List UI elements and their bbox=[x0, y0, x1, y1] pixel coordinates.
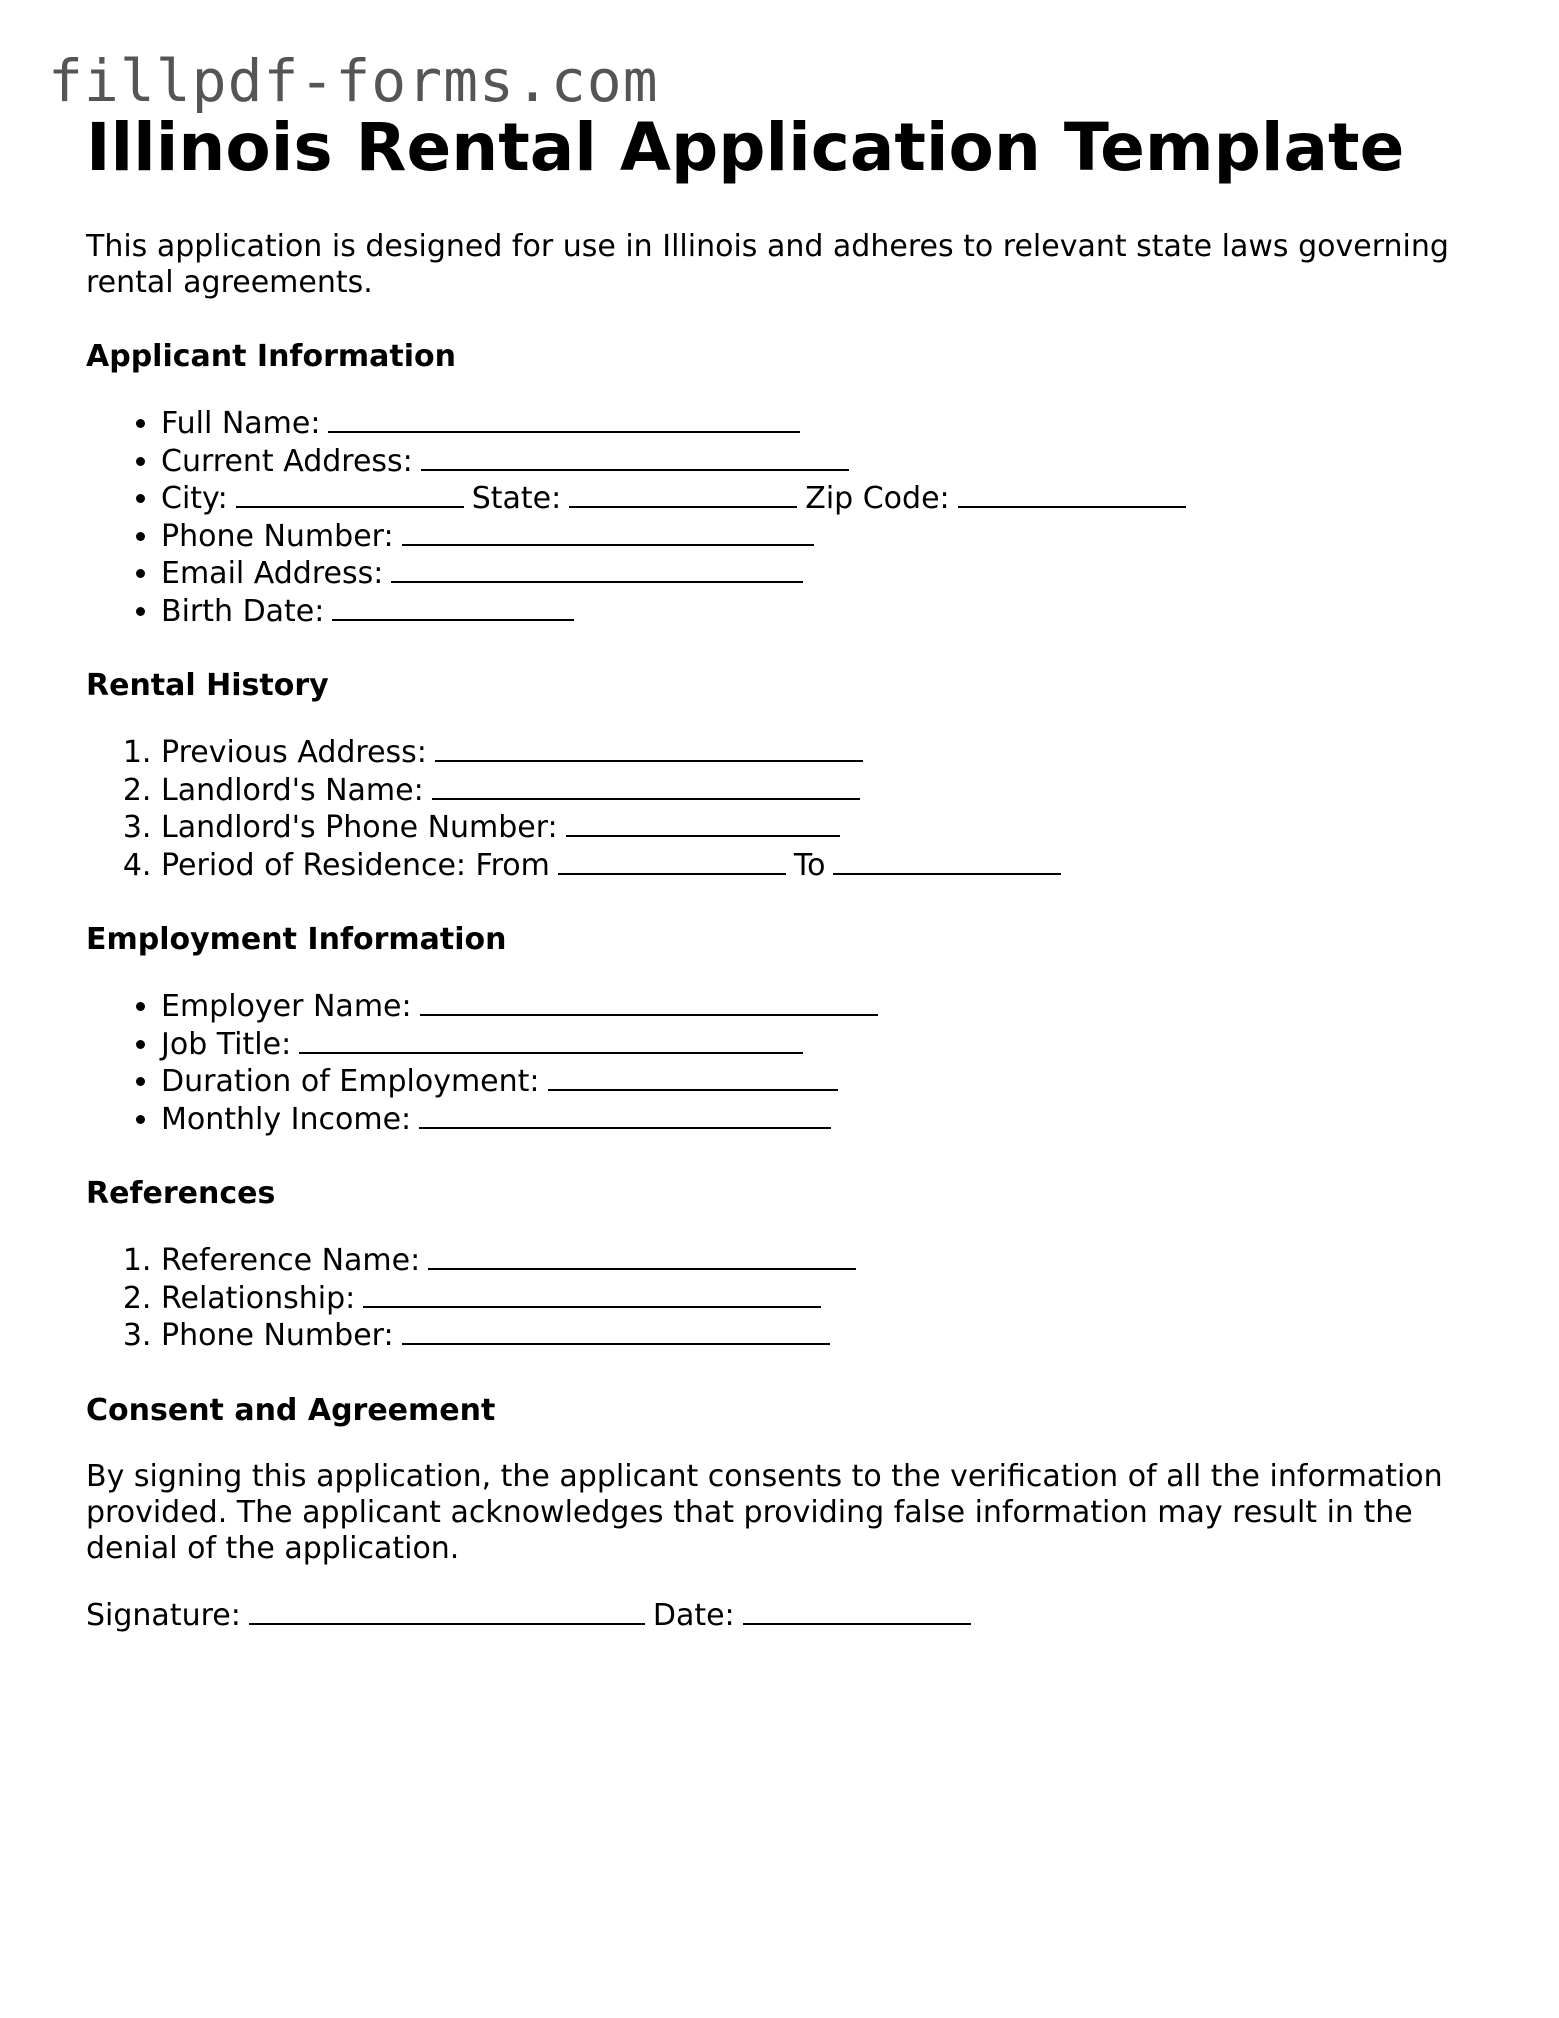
landlord-name-label: Landlord's Name: bbox=[161, 772, 424, 808]
previous-address-field[interactable] bbox=[435, 734, 863, 762]
email-label: Email Address: bbox=[161, 556, 384, 592]
date-label: Date: bbox=[652, 1597, 735, 1633]
list-item bbox=[161, 1317, 1486, 1355]
list-item bbox=[161, 1280, 1486, 1318]
list-item bbox=[161, 1242, 1486, 1280]
references-heading: References bbox=[86, 1176, 276, 1212]
rental-history-list bbox=[86, 734, 1486, 884]
birth-date-label: Birth Date: bbox=[161, 593, 325, 629]
list-item bbox=[161, 518, 1486, 556]
list-item bbox=[161, 847, 1486, 885]
employment-list bbox=[86, 988, 1486, 1138]
full-name-label: Full Name: bbox=[161, 406, 321, 442]
duration-label: Duration of Employment: bbox=[161, 1064, 540, 1100]
signature-row bbox=[86, 1597, 1486, 1634]
references-list bbox=[86, 1242, 1486, 1355]
relationship-label: Relationship: bbox=[161, 1280, 356, 1316]
reference-phone-field[interactable] bbox=[402, 1317, 830, 1345]
previous-address-label: Previous Address: bbox=[161, 735, 427, 771]
reference-phone-label: Phone Number: bbox=[161, 1318, 394, 1354]
list-item bbox=[161, 734, 1486, 772]
employer-name-label: Employer Name: bbox=[161, 989, 412, 1025]
job-title-field[interactable] bbox=[299, 1026, 803, 1054]
current-address-label: Current Address: bbox=[161, 443, 413, 479]
list-item bbox=[161, 555, 1486, 593]
income-label: Monthly Income: bbox=[161, 1101, 412, 1137]
email-field[interactable] bbox=[391, 555, 803, 583]
landlord-phone-field[interactable] bbox=[566, 809, 840, 837]
list-item bbox=[161, 1026, 1486, 1064]
full-name-field[interactable] bbox=[328, 405, 800, 433]
watermark: fillpdf-forms.com bbox=[48, 47, 659, 115]
page-title: Illinois Rental Application Template bbox=[86, 109, 1405, 186]
income-field[interactable] bbox=[419, 1101, 831, 1129]
rental-history-heading: Rental History bbox=[86, 668, 329, 704]
list-item bbox=[161, 593, 1486, 631]
reference-name-label: Reference Name: bbox=[161, 1243, 421, 1279]
current-address-field[interactable] bbox=[421, 443, 849, 471]
list-item bbox=[161, 443, 1486, 481]
applicant-list bbox=[86, 405, 1486, 630]
list-item bbox=[161, 988, 1486, 1026]
intro-text: This application is designed for use in Illinois and adheres to relevant state laws governing rental agreements. bbox=[86, 229, 1449, 301]
employer-name-field[interactable] bbox=[420, 988, 878, 1016]
period-from-label: Period of Residence: From bbox=[161, 847, 550, 883]
period-to-label: To bbox=[793, 847, 826, 883]
signature-label: Signature: bbox=[86, 1597, 241, 1633]
phone-field[interactable] bbox=[402, 518, 814, 546]
period-to-field[interactable] bbox=[833, 847, 1061, 875]
zip-field[interactable] bbox=[958, 480, 1186, 508]
list-item bbox=[161, 772, 1486, 810]
state-label: State: bbox=[471, 481, 562, 517]
landlord-name-field[interactable] bbox=[432, 772, 860, 800]
city-field[interactable] bbox=[236, 480, 464, 508]
phone-label: Phone Number: bbox=[161, 518, 394, 554]
city-label: City: bbox=[161, 481, 228, 517]
duration-field[interactable] bbox=[548, 1063, 838, 1091]
list-item bbox=[161, 405, 1486, 443]
consent-text: By signing this application, the applicant consents to the verification of all the information provided. The applicant acknowledges that providing false information may result in the denial of the application. bbox=[86, 1458, 1443, 1566]
job-title-label: Job Title: bbox=[161, 1026, 292, 1062]
list-item bbox=[161, 809, 1486, 847]
signature-field[interactable] bbox=[249, 1597, 645, 1625]
applicant-heading: Applicant Information bbox=[86, 339, 456, 375]
list-item bbox=[161, 1063, 1486, 1101]
date-field[interactable] bbox=[743, 1597, 971, 1625]
list-item bbox=[161, 480, 1486, 518]
employment-heading: Employment Information bbox=[86, 922, 507, 958]
consent-heading: Consent and Agreement bbox=[86, 1392, 496, 1428]
birth-date-field[interactable] bbox=[332, 593, 574, 621]
period-from-field[interactable] bbox=[558, 847, 786, 875]
zip-label: Zip Code: bbox=[805, 481, 950, 517]
relationship-field[interactable] bbox=[363, 1280, 821, 1308]
landlord-phone-label: Landlord's Phone Number: bbox=[161, 810, 558, 846]
reference-name-field[interactable] bbox=[428, 1242, 856, 1270]
form-page bbox=[86, 108, 1486, 1634]
list-item bbox=[161, 1101, 1486, 1139]
state-field[interactable] bbox=[569, 480, 797, 508]
